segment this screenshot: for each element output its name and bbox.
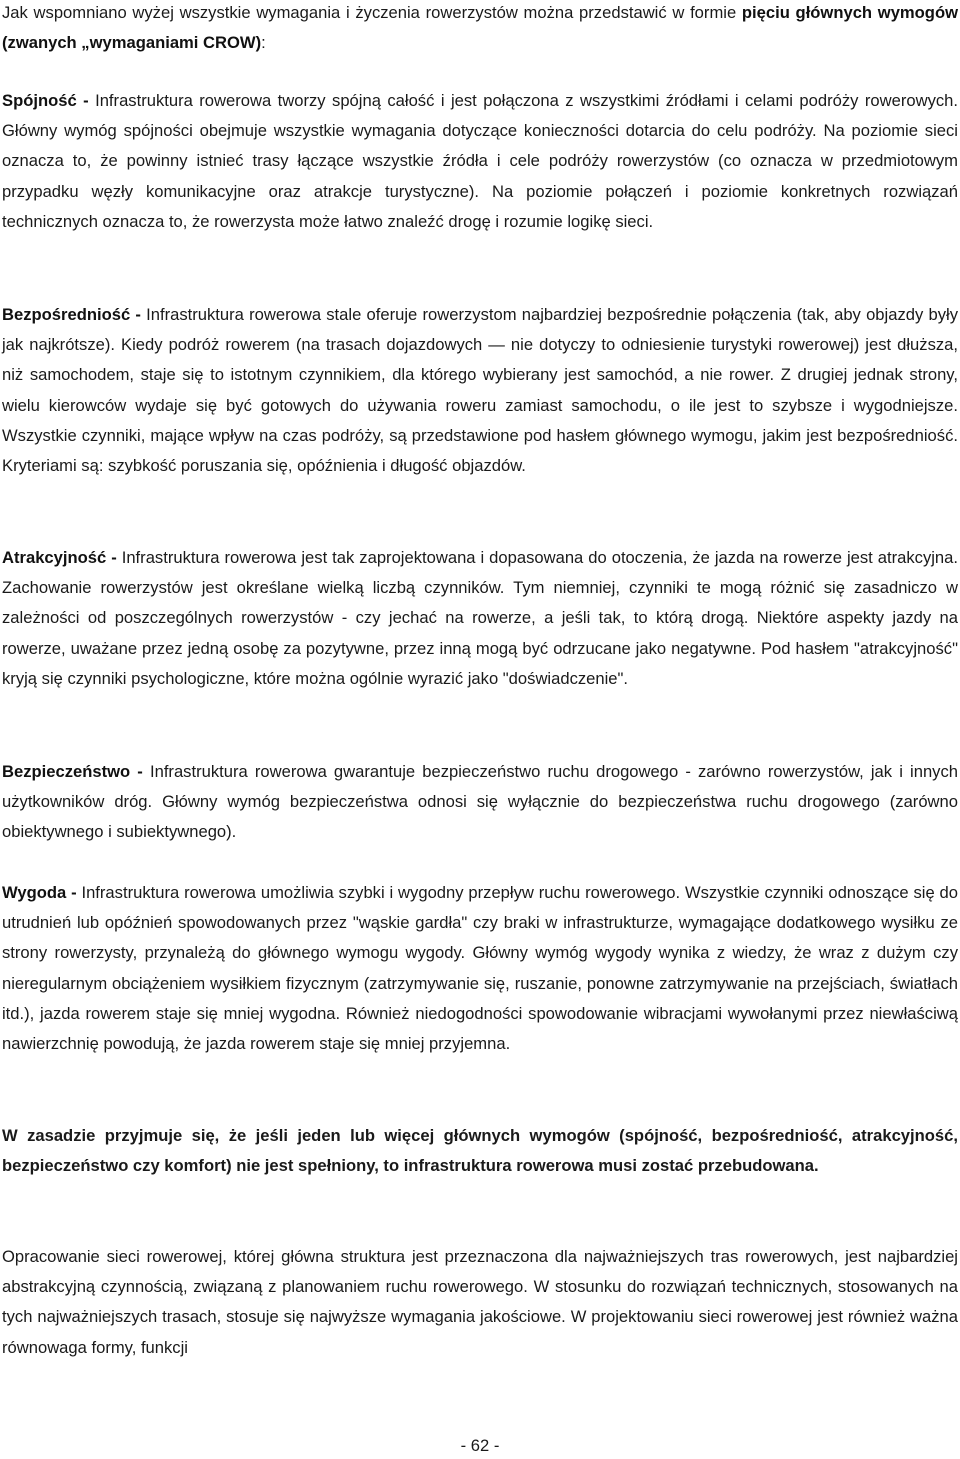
bezpieczenstwo-paragraph (2, 757, 958, 848)
bezposredniosc-paragraph (2, 300, 958, 481)
intro-tail: : (261, 33, 266, 53)
wygoda-text: Infrastruktura rowerowa umożliwia szybki i wygodny przepływ ruchu rowerowego. Wszystkie czynniki odnoszące się do utrudnień lub opóźnień spowodowanych przez "wąskie gardła" czy braki w infrastrukturze, wymagające dodatkowego wysiłku ze strony rowerzysty, przynależą do głównego wymogu wygody. Główny wymóg wygody wynika z wiedzy, że wraz z dużym czy nieregularnym obciążeniem wysiłkiem fizycznym (zatrzymywanie się, ruszanie, ponowne zatrzymywanie na przejściach, światłach itd.), jazda rowerem staje się mniej wygodna. Również niedogodności spowodowanie wibracjami wywołanymi przez niewłaściwą nawierzchnię powodują, że jazda rowerem staje się mniej przyjemna. (2, 883, 958, 1054)
atrakcyjnosc-term: Atrakcyjność - (2, 548, 117, 567)
atrakcyjnosc-text: Infrastruktura rowerowa jest tak zaprojektowana i dopasowana do otoczenia, że jazda na rowerze jest atrakcyjna. Zachowanie rowerzystów jest określane wielką liczbą czynników. Tym niemniej, czynniki te mogą różnić się zasadniczo w zależności od poszczególnych rowerzystów - czy jechać na rowerze, a jeśli tak, to którą drogą. Niektóre aspekty jazdy na rowerze, uważane przez jedną osobę za pozytywne, przez inną mogą być odrzucane jako negatywne. Pod hasłem "atrakcyjność" kryją się czynniki psychologiczne, które można ogólnie wyrazić jako "doświadczenie". (2, 548, 958, 688)
intro-paragraph (2, 0, 958, 58)
opracowanie-paragraph: Opracowanie sieci rowerowej, której główna struktura jest przeznaczona dla najważniejszych tras rowerowych, jest najbardziej abstrakcyjną czynnością, związaną z planowaniem ruchu rowerowego. W stosunku do rozwiązań technicznych, stosowanych na tych najważniejszych trasach, stosuje się najwyższe wymagania jakościowe. W projektowaniu sieci rowerowej jest również ważna równowaga formy, funkcji (2, 1247, 958, 1357)
intro-bold-text: pięciu głównych wymogów (zwanych „wymaganiami CROW) (2, 3, 958, 53)
zasada-paragraph: W zasadzie przyjmuje się, że jeśli jeden lub więcej głównych wymogów (spójność, bezpośredniość, atrakcyjność, bezpieczeństwo czy komfort) nie jest spełniony, to infrastruktura rowerowa musi zostać przebudowana. (2, 1126, 958, 1176)
intro-text: Jak wspomniano wyżej wszystkie wymagania i życzenia rowerzystów można przedstawić w formie (2, 3, 742, 22)
wygoda-term: Wygoda - (2, 883, 77, 902)
bezpieczenstwo-term: Bezpieczeństwo - (2, 762, 143, 781)
spojnosc-text: Infrastruktura rowerowa tworzy spójną całość i jest połączona z wszystkimi źródłami i celami podróży rowerowych. Główny wymóg spójności obejmuje wszystkie wymagania dotyczące konieczności dotarcia do celu podróży. Na poziomie sieci oznacza to, że powinny istnieć trasy łączące wszystkie źródła i cele podróży rowerzystów (co oznacza w przedmiotowym przypadku węzły komunikacyjne oraz atrakcje turystyczne). Na poziomie połączeń i poziomie konkretnych rozwiązań technicznych oznacza to, że rowerzysta może łatwo znaleźć drogę i rozumie logikę sieci. (2, 91, 958, 231)
bezposredniosc-term: Bezpośredniość - (2, 305, 141, 324)
spojnosc-paragraph (2, 86, 958, 237)
wygoda-paragraph (2, 878, 958, 1059)
atrakcyjnosc-paragraph (2, 543, 958, 694)
page-number: - 62 - (460, 1436, 500, 1455)
bezpieczenstwo-text: Infrastruktura rowerowa gwarantuje bezpieczeństwo ruchu drogowego - zarówno rowerzystów, jak i innych użytkowników dróg. Główny wymóg bezpieczeństwa odnosi się wyłącznie do bezpieczeństwa ruchu drogowego (zarówno obiektywnego i subiektywnego). (2, 762, 959, 842)
spojnosc-term: Spójność - (2, 91, 89, 110)
bezposredniosc-text: Infrastruktura rowerowa stale oferuje rowerzystom najbardziej bezpośrednie połączenia (tak, aby objazdy były jak najkrótsze). Kiedy podróż rowerem (na trasach dojazdowych — nie dotyczy to odniesienie turystyki rowerowej) jest dłuższa, niż samochodem, staje się to istotnym czynnikiem, dla którego wybierany jest samochód, a nie rower. Z drugiej jednak strony, wielu kierowców wydaje się być gotowych do używania roweru zamiast samochodu, o ile jest to szybsze i wygodniejsze. Wszystkie czynniki, mające wpływ na czas podróży, są przedstawione pod hasłem głównego wymogu, jakim jest bezpośredniość. Kryteriami są: szybkość poruszania się, opóźnienia i długość objazdów. (2, 305, 958, 476)
